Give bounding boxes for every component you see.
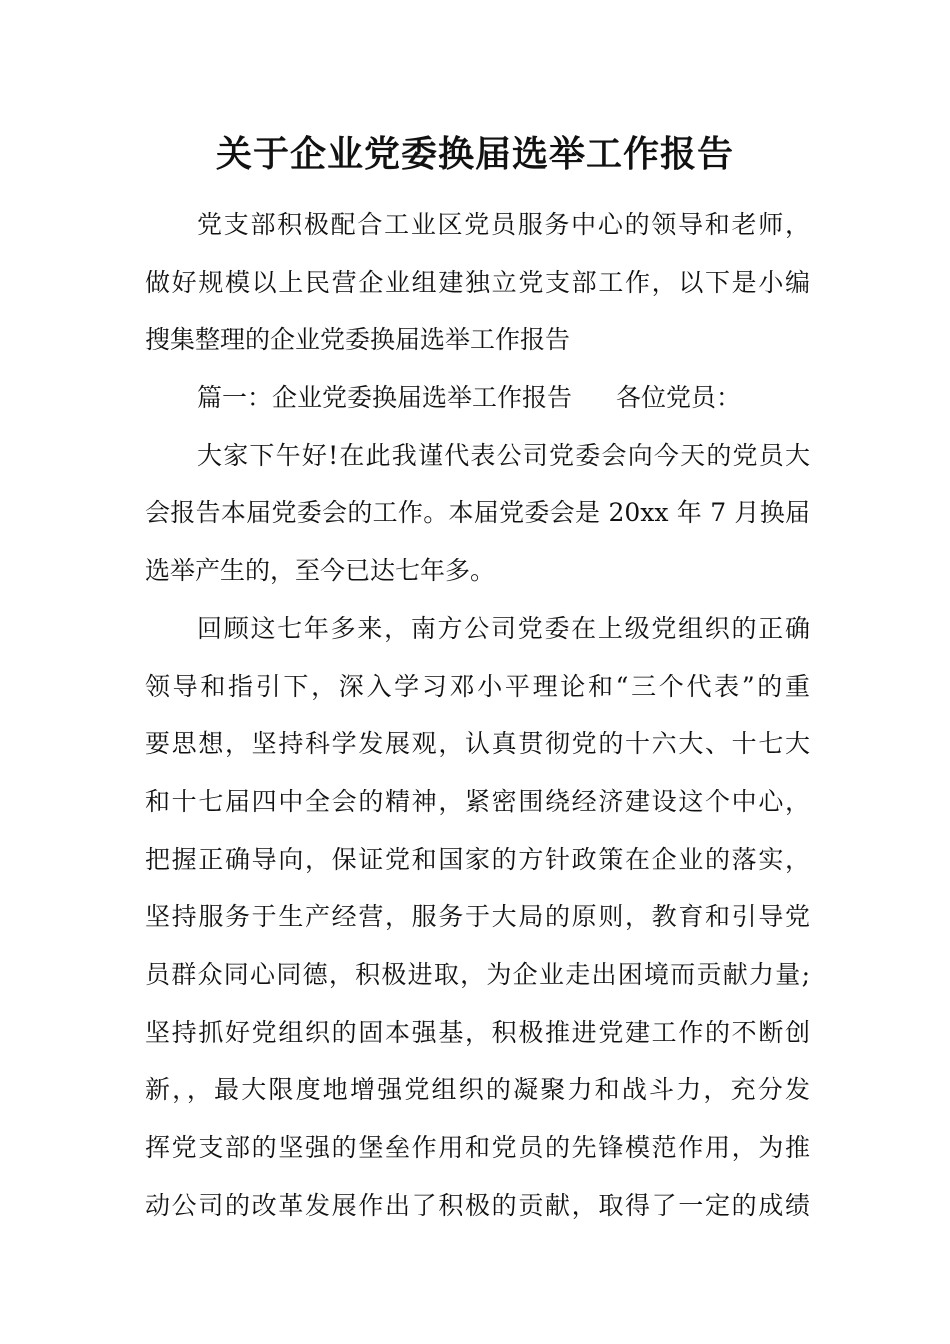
paragraph-line: 坚持抓好党组织的固本强基，积极推进党建工作的不断创 — [145, 1017, 810, 1047]
section-heading: 篇一：企业党委换届选举工作报告 — [197, 383, 573, 413]
document-body — [145, 196, 810, 1234]
paragraph-4 — [145, 600, 810, 1235]
paragraph-line: 动公司的改革发展作出了积极的贡献，取得了一定的成绩 — [145, 1190, 810, 1220]
paragraph-line: 把握正确导向，保证党和国家的方针政策在企业的落实， — [145, 844, 810, 874]
paragraph-line: 新，，最大限度地增强党组织的凝聚力和战斗力，充分发 — [145, 1075, 810, 1105]
paragraph-1 — [145, 196, 810, 369]
paragraph-line: 会报告本届党委会的工作。本届党委会是 20xx 年 7 月换届 — [145, 498, 810, 528]
paragraph-3 — [145, 427, 810, 600]
document-title: 关于企业党委换届选举工作报告 — [215, 133, 734, 175]
paragraph-line: 挥党支部的坚强的堡垒作用和党员的先锋模范作用，为推 — [145, 1133, 810, 1162]
paragraph-line — [145, 369, 810, 427]
paragraph-line: 大家下午好!在此我谨代表公司党委会向今天的党员大 — [197, 440, 810, 470]
paragraph-line: 要思想，坚持科学发展观，认真贯彻党的十六大、十七大 — [145, 729, 810, 759]
paragraph-line: 党支部积极配合工业区党员服务中心的领导和老师， — [197, 210, 810, 239]
paragraph-line: 和十七届四中全会的精神，紧密围绕经济建设这个中心， — [145, 786, 810, 816]
paragraph-line: 搜集整理的企业党委换届选举工作报告 — [145, 325, 571, 355]
paragraph-line: 回顾这七年多来，南方公司党委在上级党组织的正确 — [197, 613, 810, 643]
paragraph-line: 员群众同心同德，积极进取，为企业走出困境而贡献力量; — [145, 959, 810, 989]
paragraph-line: 坚持服务于生产经营，服务于大局的原则，教育和引导党 — [145, 902, 810, 932]
paragraph-line: 选举产生的，至今已达七年多。 — [145, 556, 496, 586]
salutation: 各位党员： — [616, 383, 742, 413]
paragraph-line: 做好规模以上民营企业组建独立党支部工作，以下是小编 — [145, 267, 810, 297]
paragraph-line: 领导和指引下，深入学习邓小平理论和“三个代表”的重 — [145, 671, 810, 701]
paragraph-2 — [145, 369, 810, 427]
